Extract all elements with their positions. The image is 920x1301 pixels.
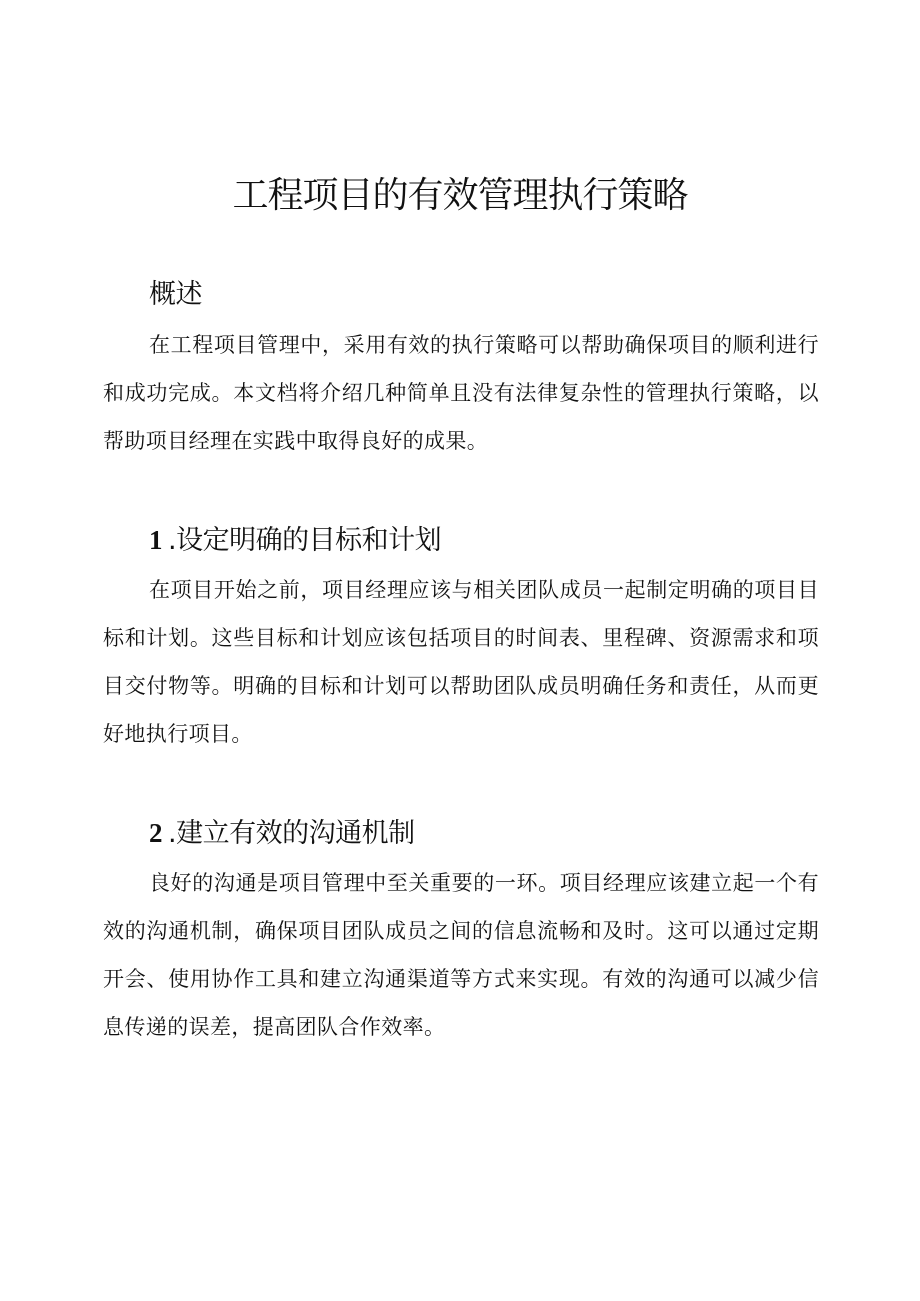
- section-heading-1: [103, 520, 819, 561]
- section-body-1: 在项目开始之前，项目经理应该与相关团队成员一起制定明确的项目目标和计划。这些目标和计划应该包括项目的时间表、里程碑、资源需求和项目交付物等。明确的目标和计划可以帮助团队成员明确任务和责任，从而更好地执行项目。: [103, 578, 819, 746]
- section-heading-text: 概述: [149, 279, 202, 310]
- section-heading-overview: [103, 275, 819, 315]
- section-number: 2: [149, 818, 162, 848]
- section-2: [103, 813, 819, 1051]
- section-number: 1: [149, 525, 162, 555]
- section-overview: [103, 275, 819, 465]
- section-body-2: 良好的沟通是项目管理中至关重要的一环。项目经理应该建立起一个有效的沟通机制，确保项目团队成员之间的信息流畅和及时。这可以通过定期开会、使用协作工具和建立沟通渠道等方式来实现。有效的沟通可以减少信息传递的误差，提高团队合作效率。: [103, 871, 819, 1039]
- section-1: [103, 520, 819, 758]
- section-heading-2: [103, 813, 819, 854]
- section-heading-text: .设定明确的目标和计划: [168, 525, 442, 556]
- page-title: 工程项目的有效管理执行策略: [232, 175, 688, 216]
- section-heading-text: .建立有效的沟通机制: [168, 818, 415, 849]
- section-body-overview: 在工程项目管理中，采用有效的执行策略可以帮助确保项目的顺利进行和成功完成。本文档将介绍几种简单且没有法律复杂性的管理执行策略，以帮助项目经理在实践中取得良好的成果。: [103, 333, 819, 453]
